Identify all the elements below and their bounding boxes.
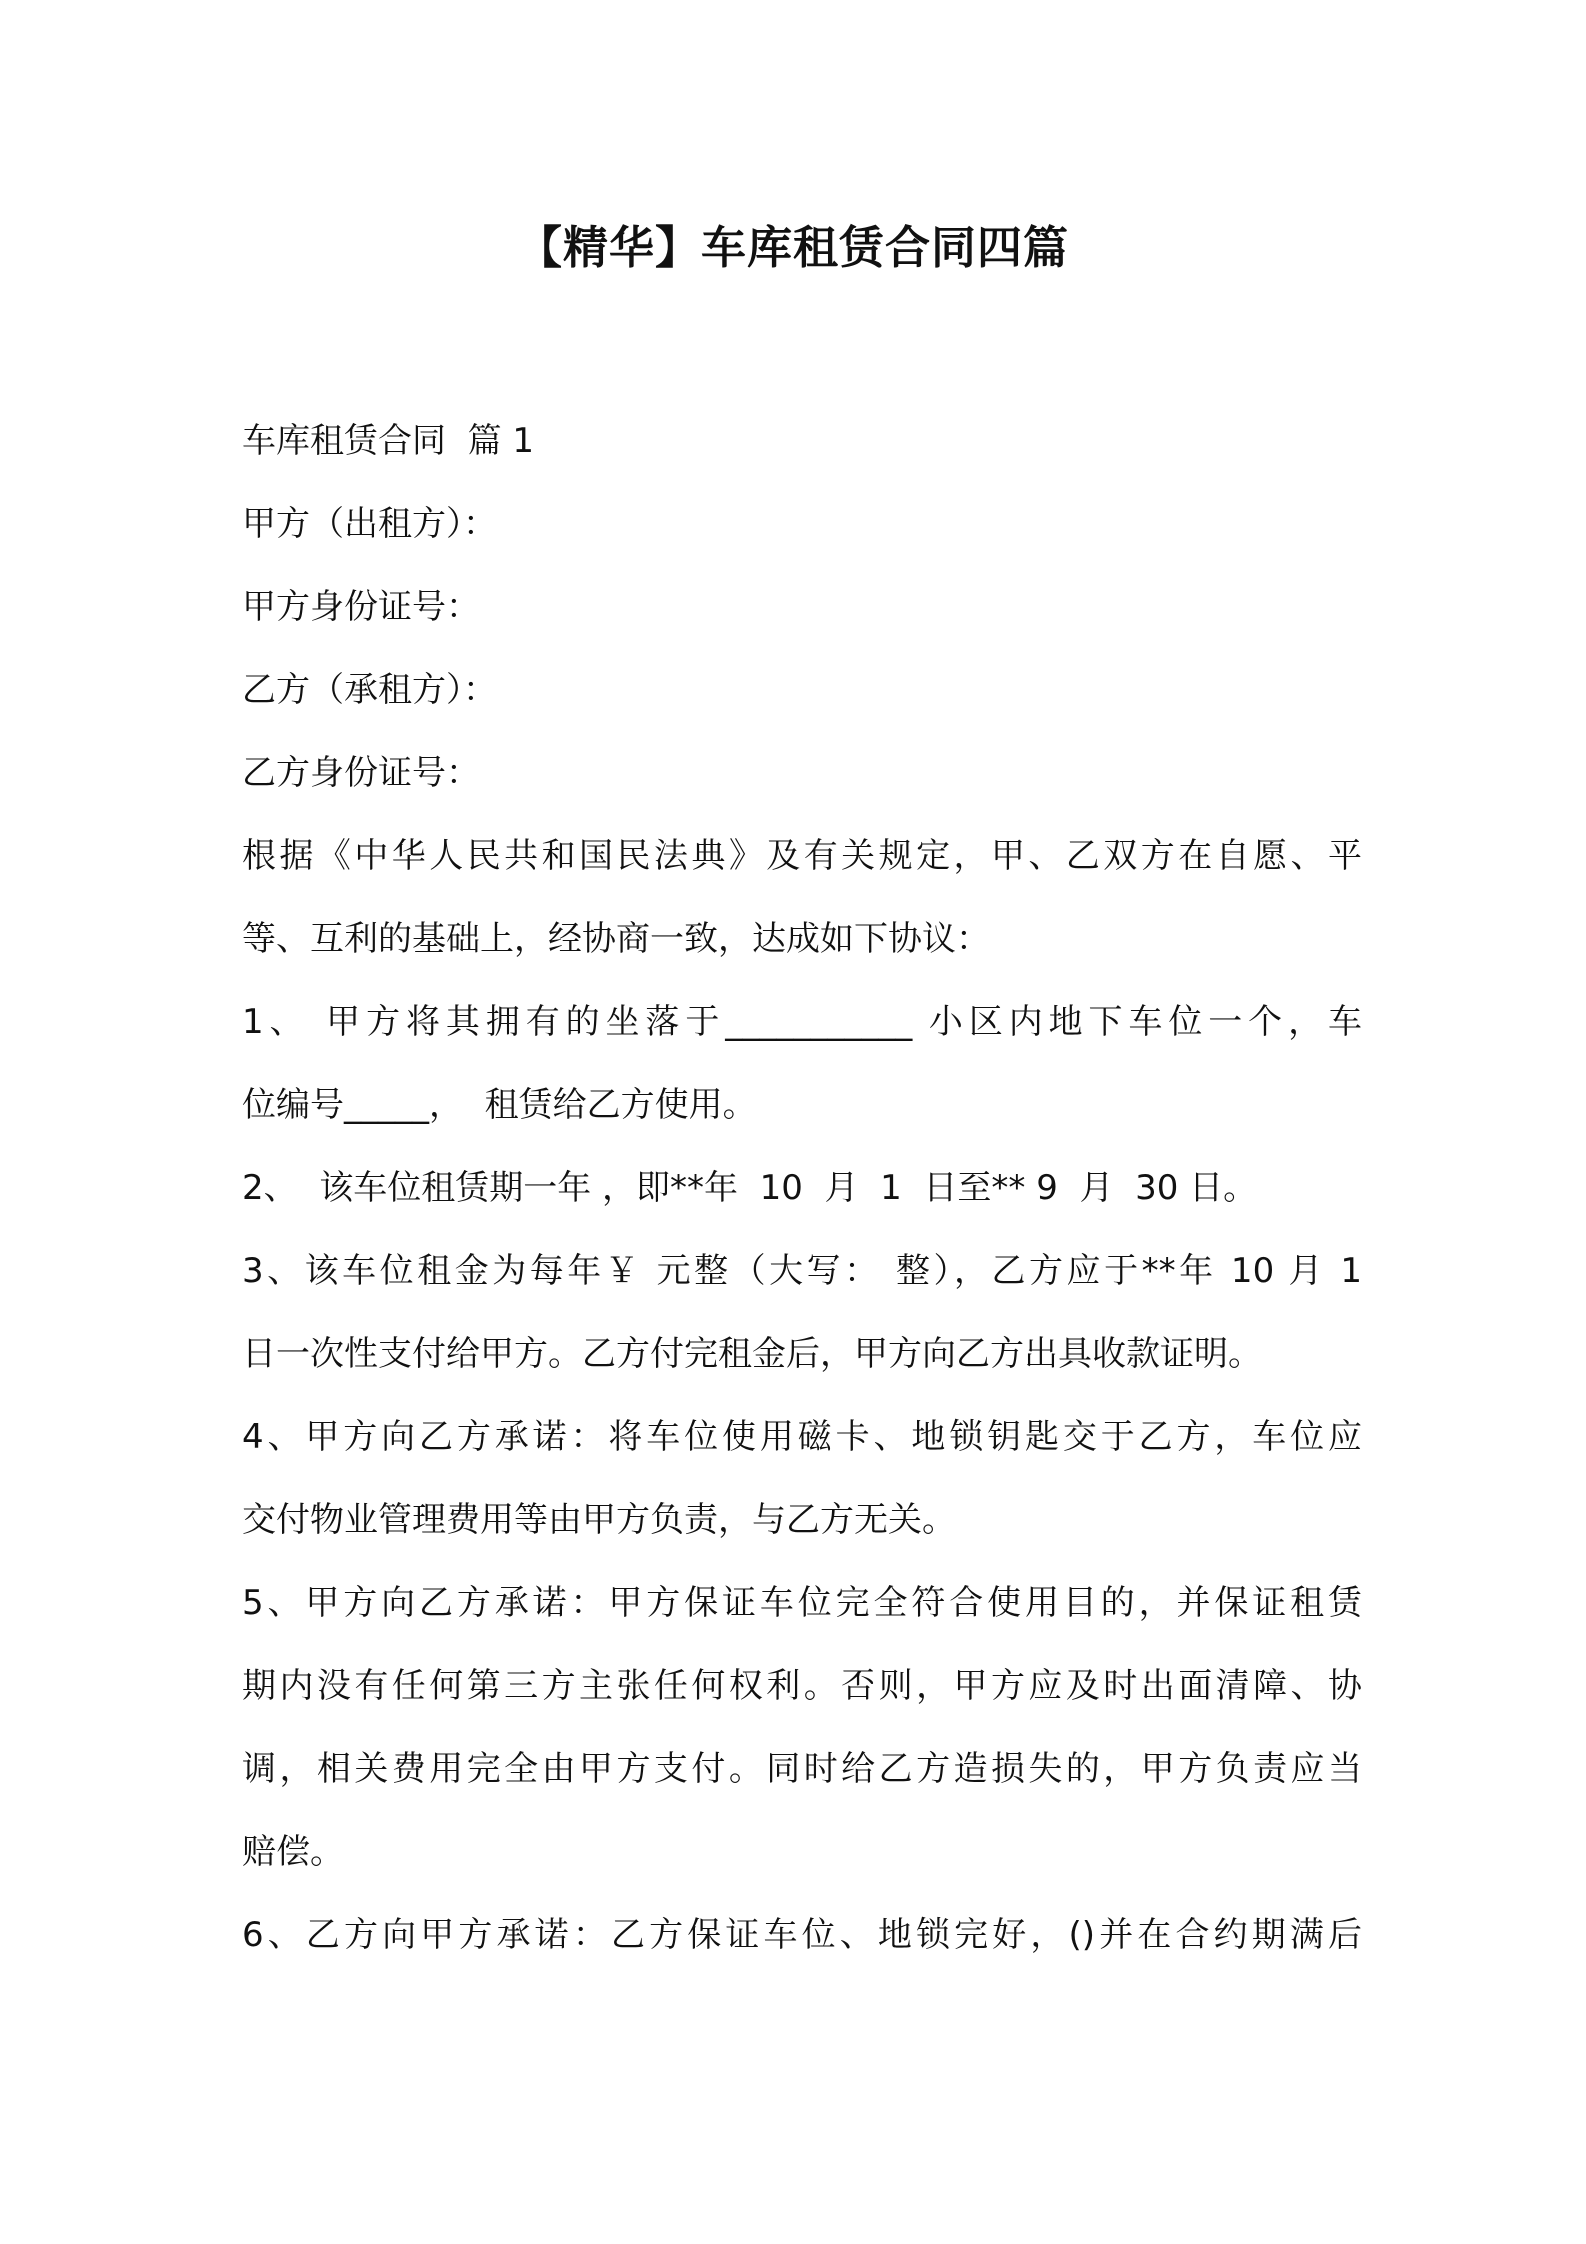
party-b-id-field: 乙方身份证号： bbox=[242, 753, 480, 793]
document-title: 【精华】车库租赁合同四篇 bbox=[516, 221, 1069, 274]
clause-5-line-3: 调，相关费用完全由甲方支付。同时给乙方造损失的，甲方负责应当 bbox=[242, 1749, 1362, 1789]
clause-5-line-2: 期内没有任何第三方主张任何权利。否则，甲方应及时出面清障、协 bbox=[242, 1666, 1362, 1706]
document-body bbox=[242, 400, 1362, 1977]
clause-6-line-1: 6、乙方向甲方承诺：乙方保证车位、地锁完好，()并在合约期满后 bbox=[242, 1915, 1362, 1955]
party-b-field: 乙方（承租方）： bbox=[242, 670, 497, 710]
clause-5-line-4: 赔偿。 bbox=[242, 1832, 344, 1872]
clause-4-line-2: 交付物业管理费用等由甲方负责，与乙方无关。 bbox=[242, 1500, 956, 1540]
clause-2-line-1: 2、 该车位租赁期一年 ，即**年 10 月 1 日至** 9 月 30 日。 bbox=[242, 1168, 1258, 1208]
clause-3-line-1: 3、该车位租金为每年￥ 元整（大写： 整），乙方应于**年 10 月 1 bbox=[242, 1251, 1362, 1291]
preamble-line-1: 根据《中华人民共和国民法典》及有关规定，甲、乙双方在自愿、平 bbox=[242, 836, 1362, 876]
party-a-id-field: 甲方身份证号： bbox=[242, 587, 480, 627]
clause-3-line-2: 日一次性支付给甲方。乙方付完租金后，甲方向乙方出具收款证明。 bbox=[242, 1334, 1262, 1374]
clause-1-line-2: 位编号_____， 租赁给乙方使用。 bbox=[242, 1085, 757, 1125]
party-a-field: 甲方（出租方）： bbox=[242, 504, 497, 544]
preamble-line-2: 等、互利的基础上，经协商一致，达成如下协议： bbox=[242, 919, 990, 959]
clause-5-line-1: 5、甲方向乙方承诺：甲方保证车位完全符合使用目的，并保证租赁 bbox=[242, 1583, 1362, 1623]
clause-1-line-1: 1、 甲方将其拥有的坐落于___________ 小区内地下车位一个，车 bbox=[242, 1002, 1362, 1042]
section-heading: 车库租赁合同 篇 1 bbox=[242, 421, 535, 461]
clause-4-line-1: 4、甲方向乙方承诺：将车位使用磁卡、地锁钥匙交于乙方，车位应 bbox=[242, 1417, 1362, 1457]
